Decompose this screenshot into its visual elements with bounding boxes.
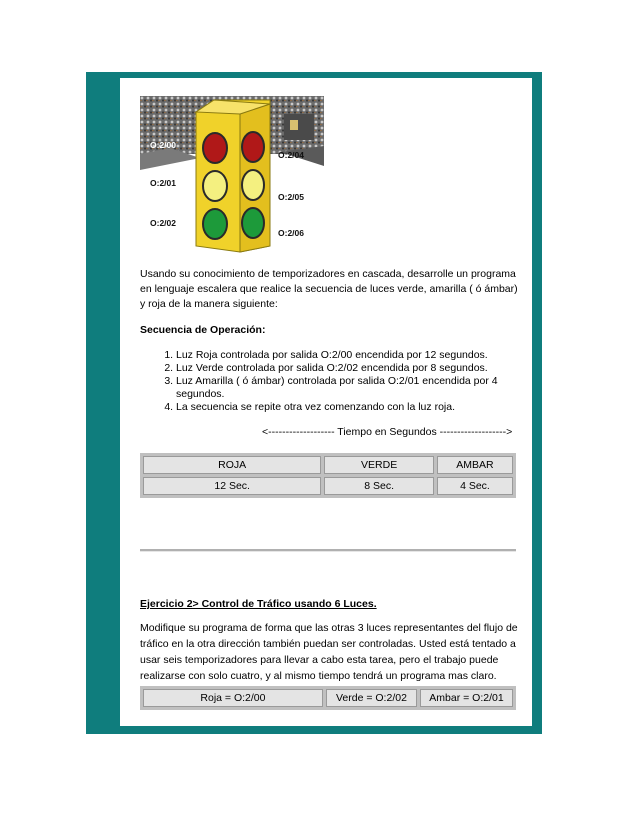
label-o205: O:2/05 xyxy=(278,192,304,202)
exercise-body: Modifique su programa de forma que las otras 3 luces representantes del flujo de tráfico en la otra dirección también puedan ser controladas. Usted está tentado a usar seis temporizadores para llevar a cabo esta tarea, pero el trabajo puede realizarse con solo cuatro, y al mismo tiempo tendrá un programa mas claro. xyxy=(140,622,518,682)
outputs-table xyxy=(140,686,516,710)
sequence-heading: Secuencia de Operación: xyxy=(140,324,266,336)
timing-table xyxy=(140,453,516,498)
label-o206: O:2/06 xyxy=(278,228,304,238)
table-cell: VERDE xyxy=(324,456,434,474)
sequence-steps xyxy=(140,349,548,414)
list-item: 4. La secuencia se repite otra vez comenzando con la luz roja. xyxy=(176,401,548,414)
table-cell: 4 Sec. xyxy=(437,477,513,495)
list-item: 3. Luz Amarilla ( ó ámbar) controlada por salida O:2/01 encendida por 4 segundos. xyxy=(176,375,548,401)
list-item: 2. Luz Verde controlada por salida O:2/02 encendida por 8 segundos. xyxy=(176,362,548,375)
label-o202: O:2/02 xyxy=(150,218,176,228)
table-row xyxy=(143,477,513,495)
divider xyxy=(140,549,516,552)
timeline-label: <------------------- Tiempo en Segundos -------------------> xyxy=(262,426,513,438)
table-cell: Roja = O:2/00 xyxy=(143,689,323,707)
yellow-light-side xyxy=(242,170,264,200)
table-cell: ROJA xyxy=(143,456,321,474)
red-light xyxy=(203,133,227,163)
table-row xyxy=(143,689,513,707)
exercise-title: Ejercicio 2> Control de Tráfico usando 6 Luces. xyxy=(140,598,377,610)
table-cell: AMBAR xyxy=(437,456,513,474)
table-cell: 12 Sec. xyxy=(143,477,321,495)
yellow-light xyxy=(203,171,227,201)
label-o204: O:2/04 xyxy=(278,150,304,160)
traffic-light-illustration xyxy=(140,96,324,258)
green-light-side xyxy=(242,208,264,238)
table-cell: Verde = O:2/02 xyxy=(326,689,417,707)
green-light xyxy=(203,209,227,239)
list-item: 1. Luz Roja controlada por salida O:2/00 encendida por 12 segundos. xyxy=(176,349,548,362)
table-row xyxy=(143,456,513,474)
table-cell: Ambar = O:2/01 xyxy=(420,689,513,707)
intro-paragraph: Usando su conocimiento de temporizadores en cascada, desarrolle un programa en lenguaje escalera que realice la secuencia de luces verde, amarilla ( ó ámbar) y roja de la manera siguiente: xyxy=(140,268,518,310)
label-o201: O:2/01 xyxy=(150,178,176,188)
label-o200: O:2/00 xyxy=(150,140,176,150)
table-cell: 8 Sec. xyxy=(324,477,434,495)
red-light-side xyxy=(242,132,264,162)
